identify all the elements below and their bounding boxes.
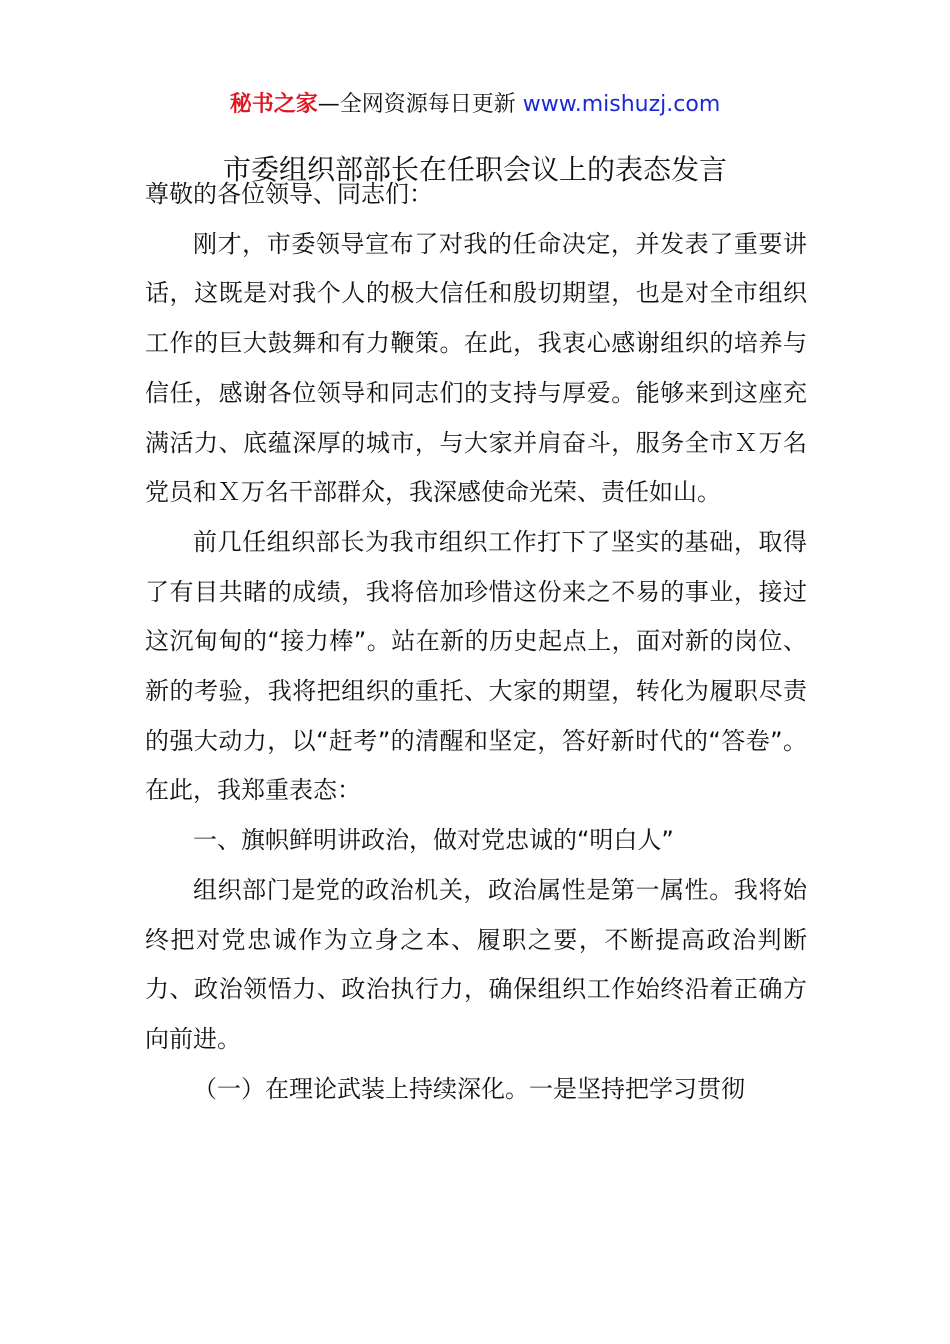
paragraph: （一）在理论武装上持续深化。一是坚持把学习贯彻	[193, 1074, 745, 1103]
paragraph: 前几任组织部长为我市组织工作打下了坚实的基础，取得了有目共睹的成绩，我将倍加珍惜这份来之不易的事业，接过这沉甸甸的“接力棒”。站在新的历史起点上，面对新的岗位、新的考验，我将把组织的重托、大家的期望，转化为履职尽责的强大动力，以“赶考”的清醒和坚定，答好新时代的“答卷”。在此，我郑重表态：	[145, 527, 807, 805]
paragraph: 组织部门是党的政治机关，政治属性是第一属性。我将始终把对党忠诚作为立身之本、履职之要，不断提高政治判断力、政治领悟力、政治执行力，确保组织工作始终沿着正确方向前进。	[145, 875, 807, 1053]
header-tagline: —全网资源每日更新	[317, 92, 523, 117]
greeting-line: 尊敬的各位领导、同志们：	[145, 180, 433, 208]
brand-name: 秘书之家	[229, 92, 318, 117]
paragraph: 刚才，市委领导宣布了对我的任命决定，并发表了重要讲话，这既是对我个人的极大信任和殷切期望，也是对全市组织工作的巨大鼓舞和有力鞭策。在此，我衷心感谢组织的培养与信任，感谢各位领导和同志们的支持与厚爱。能够来到这座充满活力、底蕴深厚的城市，与大家并肩奋斗，服务全市Ｘ万名党员和Ｘ万名干部群众，我深感使命光荣、责任如山。	[145, 229, 807, 507]
document-title: 市委组织部部长在任职会议上的表态发言	[222, 153, 727, 186]
document-body	[145, 170, 807, 1114]
site-header	[0, 88, 950, 122]
site-url-link[interactable]: www.mishuzj.com	[522, 92, 721, 117]
section-heading: 一、旗帜鲜明讲政治，做对党忠诚的“明白人”	[193, 826, 674, 855]
